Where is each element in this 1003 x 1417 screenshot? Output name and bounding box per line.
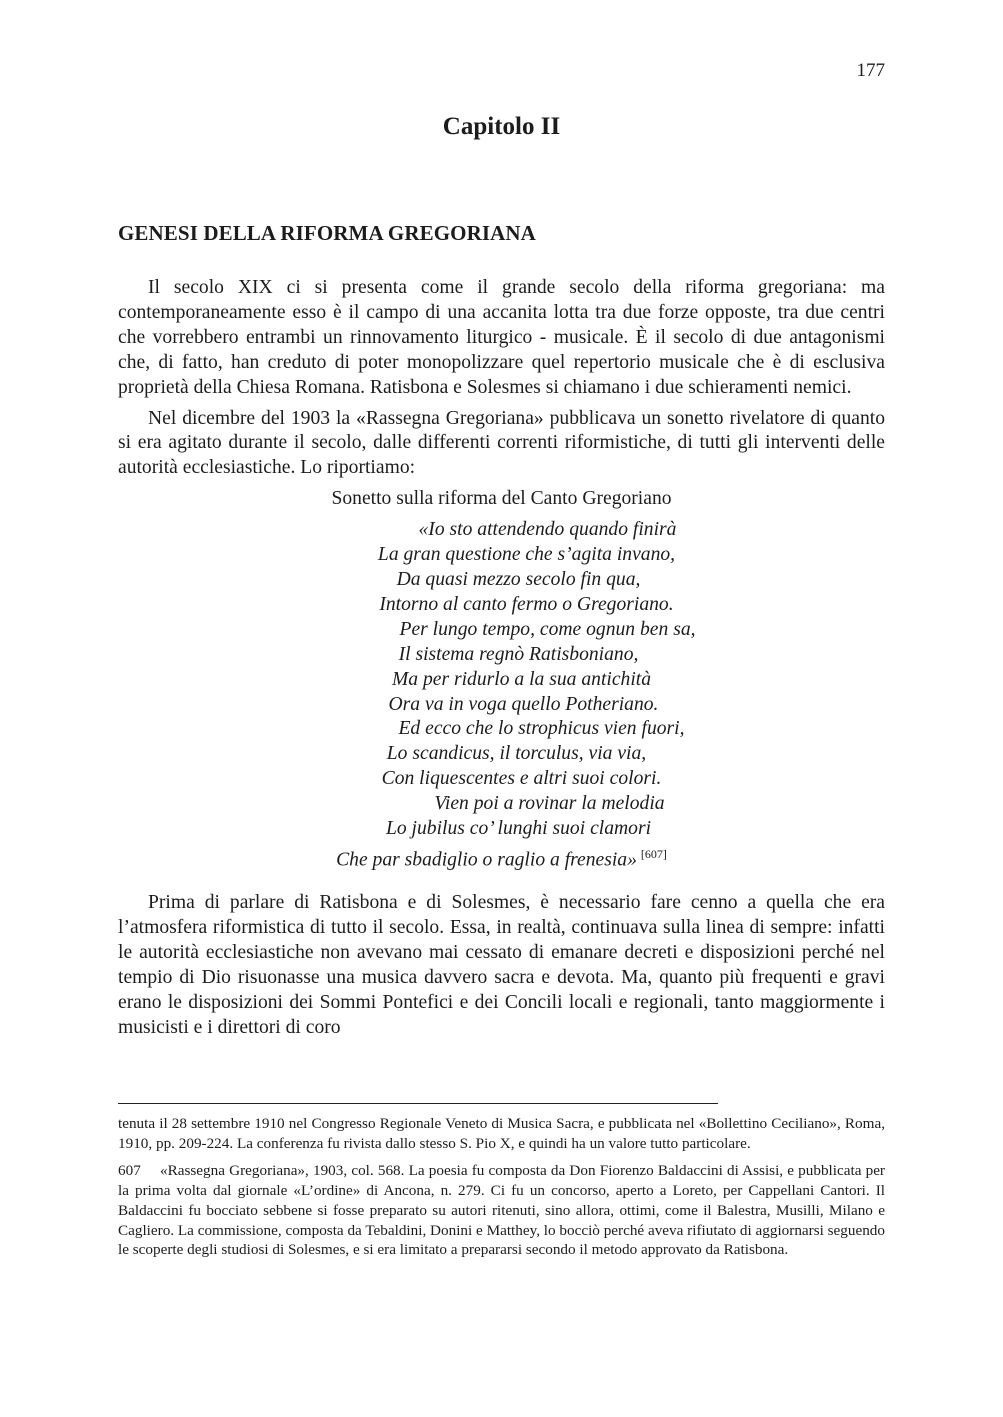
footnote-607 [118, 1161, 885, 1260]
poem-line: La gran questione che s’agita invano, [377, 544, 676, 566]
poem-line: Che par sbadiglio o raglio a frenesia» [607] [336, 846, 667, 871]
poem-line: Per lungo tempo, come ognun ben sa, [399, 618, 696, 640]
footnote-text: «Rassegna Gregoriana», 1903, col. 568. La poesia fu composta da Don Fiorenzo Baldaccini di Assisi, e pubblicata per la prima volta dal giornale «L’ordine» di Ancona, n. 279. Ci fu un concorso, aperto a Loreto, per Cappellani Cantori. Il Baldaccini fu bocciato sebbene si fosse preparato su autori ritenuti, sino allora, ottimi, come il Balestra, Musilli, Milano e Cagliero. La commissione, composta da Tebaldini, Donini e Matthey, lo bocciò perché aveva rifiutato di aggiornarsi seguendo le scoperte degli studiosi di Solesmes, e si era limitato a prepararsi secondo il metodo approvato da Ratisbona. [118, 1162, 885, 1259]
chapter-title: Capitolo II [442, 113, 561, 140]
footnotes [118, 1114, 885, 1260]
paragraph-3: Prima di parlare di Ratisbona e di Solesmes, è necessario fare cenno a quella che era l’atmosfera riformistica di tutto il secolo. Essa, in realtà, continuava sulla linea di sempre: infatti le autorità ecclesiastiche non avevano mai cessato di emanare decreti e disposizioni perché nel tempio di Dio risuonasse una musica davvero sacra e devota. Ma, quanto più frequenti e gravi erano le disposizioni dei Sommi Pontefici e dei Concili locali e regionali, tanto maggiormente i musicisti e i direttori di coro [118, 892, 885, 1038]
section-heading: GENESI DELLA RIFORMA GREGORIANA [118, 221, 536, 245]
paragraph-1: Il secolo XIX ci si presenta come il grande secolo della riforma gregoriana: ma contemporaneamente esso è il campo di una accanita lotta tra due forze opposte, tra due centri che vorrebbero entrambi un rinnovamento liturgico - musicale. È il secolo di due antagonismi che, di fatto, han creduto di poter monopolizzare quel repertorio musicale che è di esclusiva proprietà della Chiesa Romana. Ratisbona e Solesmes si chiamano i due schieramenti nemici. [118, 277, 885, 398]
body-text [118, 276, 885, 1041]
poem-line: «Io sto attendendo quando finirà [418, 519, 677, 541]
sonnet-title: Sonetto sulla riforma del Canto Gregoriano [331, 488, 672, 510]
poem-line: Intorno al canto fermo o Gregoriano. [379, 593, 674, 615]
paragraph-2: Nel dicembre del 1903 la «Rassegna Gregoriana» pubblicava un sonetto rivelatore di quanto si era agitato durante il secolo, dalle differenti correnti riformistiche, di tutti gli interventi delle autorità ecclesiastiche. Lo riportiamo: [118, 407, 885, 479]
poem-line: Ma per ridurlo a la sua antichità [391, 668, 652, 690]
poem-line: Lo jubilus co’ lunghi suoi clamori [385, 818, 652, 840]
page-number: 177 [856, 60, 885, 81]
footnote-number: 607 [118, 1162, 141, 1180]
poem-line: Con liquescentes e altri suoi colori. [381, 768, 662, 790]
poem-line: Il sistema regnò Ratisboniano, [398, 643, 639, 665]
footnote-continued: tenuta il 28 settembre 1910 nel Congresso Regionale Veneto di Musica Sacra, e pubblicata nel «Bollettino Ceciliano», Roma, 1910, pp. 209-224. La conferenza fu rivista dallo stesso S. Pio X, e quindi ha un valore tutto particolare. [118, 1115, 885, 1152]
poem-line: Ora va in voga quello Potheriano. [388, 693, 659, 715]
footnote-separator [118, 1103, 718, 1104]
sonnet-poem [118, 518, 885, 873]
poem-line: Ed ecco che lo strophicus vien fuori, [398, 718, 685, 740]
poem-line: Lo scandicus, il torculus, via via, [386, 743, 647, 765]
poem-line: Vien poi a rovinar la melodia [434, 793, 665, 815]
footnote-reference: [607] [640, 846, 667, 861]
poem-line: Da quasi mezzo secolo fin qua, [396, 568, 641, 590]
